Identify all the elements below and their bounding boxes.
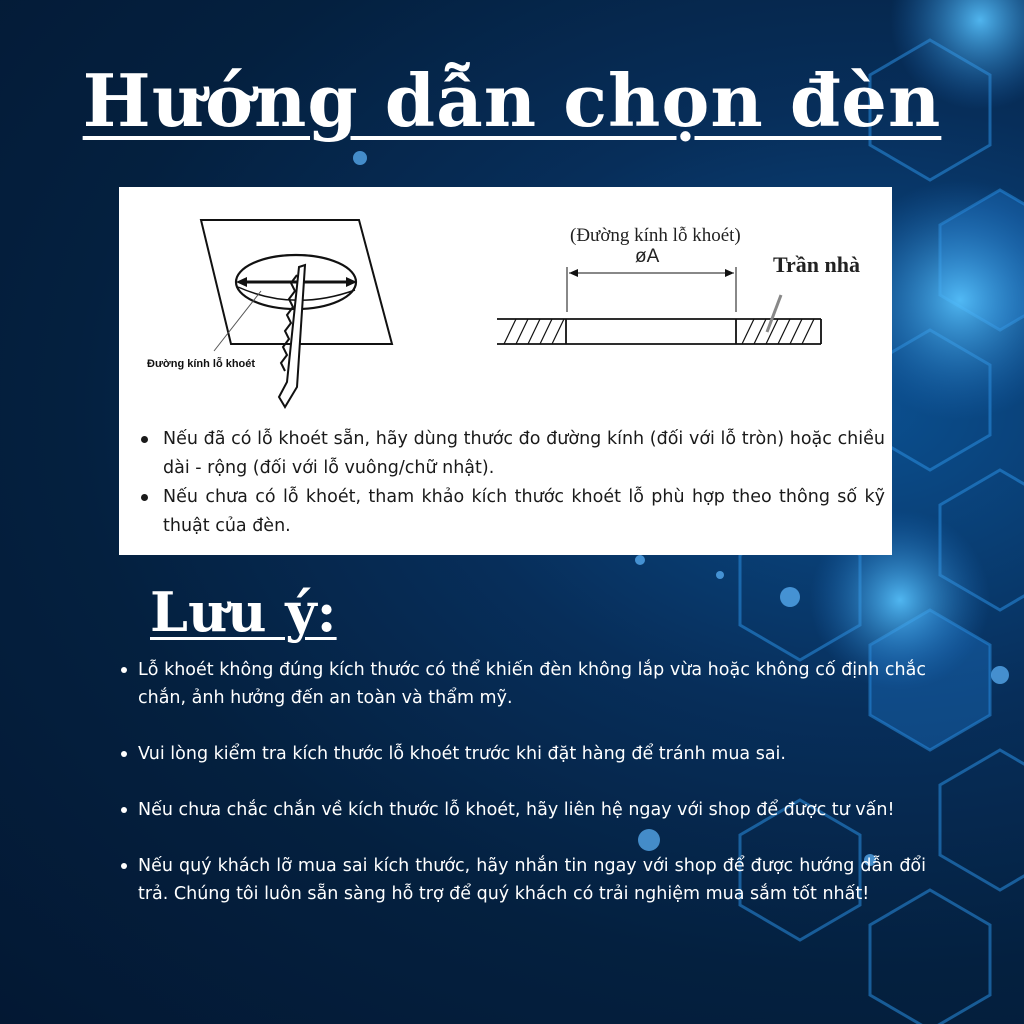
page-title: Hướng dẫn chọn đèn — [82, 58, 942, 143]
guide-card — [119, 187, 892, 555]
ceiling-cross-section — [497, 267, 821, 344]
note-item: Nếu quý khách lỡ mua sai kích thước, hãy nhắn tin ngay với shop để được hướng dẫn đổi trả. Chúng tôi luôn sẵn sàng hỗ trợ để quý khách có trải nghiệm mua sắm tốt nhất! — [118, 852, 926, 908]
hole-cutting-illustration — [201, 220, 392, 407]
note-heading: Lưu ý: — [150, 580, 337, 644]
ceiling-label: Trần nhà — [773, 252, 861, 277]
card-bullet-item: Nếu chưa có lỗ khoét, tham khảo kích thước khoét lỗ phù hợp theo thông số kỹ thuật của đèn. — [133, 483, 885, 541]
hole-diameter-label: Đường kính lỗ khoét — [147, 358, 256, 370]
notes-list — [118, 656, 926, 936]
dimension-label: øA — [635, 246, 660, 267]
card-bullet-list — [133, 425, 885, 541]
note-item: Lỗ khoét không đúng kích thước có thể khiến đèn không lắp vừa hoặc không cố định chắc chắn, ảnh hưởng đến an toàn và thẩm mỹ. — [118, 656, 926, 712]
note-item: Nếu chưa chắc chắn về kích thước lỗ khoét, hãy liên hệ ngay với shop để được tư vấn! — [118, 796, 926, 824]
card-bullet-item: Nếu đã có lỗ khoét sẵn, hãy dùng thước đo đường kính (đối với lỗ tròn) hoặc chiều dài - rộng (đối với lỗ vuông/chữ nhật). — [133, 425, 885, 483]
measurement-diagram — [119, 187, 892, 427]
note-item: Vui lòng kiểm tra kích thước lỗ khoét trước khi đặt hàng để tránh mua sai. — [118, 740, 926, 768]
diagram-caption: (Đường kính lỗ khoét) — [570, 225, 741, 246]
